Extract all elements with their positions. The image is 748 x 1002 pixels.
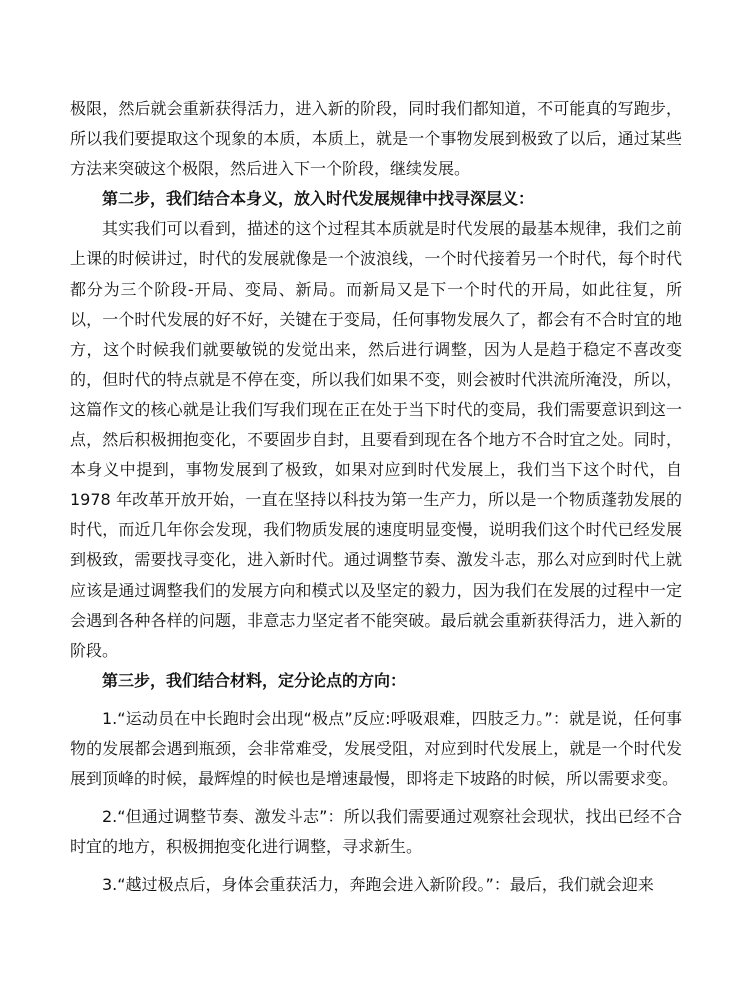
paragraph-deep-meaning: 其实我们可以看到，描述的这个过程其本质就是时代发展的最基本规律，我们之前上课的时候讲过，时代的发展就像是一个波浪线，一个时代接着另一个时代，每个时代都分为三个阶段-开局、变局、新局。而新局又是下一个时代的开局，如此往复，所以，一个时代发展的好不好，关键在于变局，任何事物发展久了，都会有不合时宜的地方，这个时候我们就要敏锐的发觉出来，然后进行调整，因为人是趋于稳定不喜改变的，但时代的特点就是不停在变，所以我们如果不变，则会被时代洪流所淹没，所以，这篇作文的核心就是让我们写我们现在正在处于当下时代的变局，我们需要意识到这一点，然后积极拥抱变化，不要固步自封，且要看到现在各个地方不合时宜之处。同时，本身义中提到，事物发展到了极致，如果对应到时代发展上，我们当下这个时代，自 1978 年改革开放开始，一直在坚持以科技为第一生产力，所以是一个物质蓬勃发展的时代，而近几年你会发现，我们物质发展的速度明显变慢，说明我们这个时代已经发展到极致，需要找寻变化，进入新时代。通过调整节奏、激发斗志，那么对应到时代上就应该是通过调整我们的发展方向和模式以及坚定的毅力，因为我们在发展的过程中一定会遇到各种各样的问题，非意志力坚定者不能突破。最后就会重新获得活力，进入新的阶段。	[70, 219, 682, 660]
paragraph-continuation: 极限，然后就会重新获得活力，进入新的阶段，同时我们都知道，不可能真的写跑步，所以我们要提取这个现象的本质，本质上，就是一个事物发展到极致了以后，通过某些方法来突破这个极限，然后进入下一个阶段，继续发展。	[70, 99, 682, 179]
document-body	[70, 94, 682, 900]
step-three-heading: 第三步，我们结合材料，定分论点的方向：	[102, 670, 407, 690]
step-two-heading: 第二步，我们结合本身义，放入时代发展规律中找寻深层义：	[102, 189, 535, 209]
list-item-3: 3.“越过极点后，身体会重获活力，奔跑会进入新阶段。”：最后，我们就会迎来	[102, 875, 654, 895]
list-item-2: 2.“但通过调整节奏、激发斗志”：所以我们需要通过观察社会现状，找出已经不合时宜的地方，积极拥抱变化进行调整，寻求新生。	[70, 807, 682, 857]
list-item-1: 1.“运动员在中长跑时会出现“极点”反应:呼吸艰难，四肢乏力。”：就是说，任何事物的发展都会遇到瓶颈，会非常难受，发展受阻，对应到时代发展上，就是一个时代发展到顶峰的时候，最辉煌的时候也是增速最慢，即将走下坡路的时候，所以需要求变。	[70, 708, 682, 789]
